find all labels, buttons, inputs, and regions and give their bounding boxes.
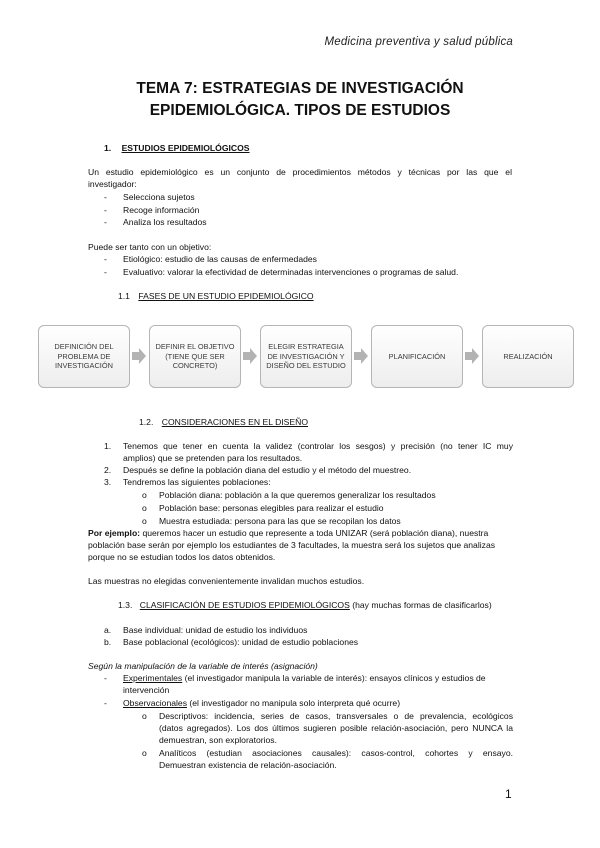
class-letter-a: a. (104, 625, 112, 635)
example-line-1 (88, 528, 488, 540)
circle-bullet: o (142, 711, 147, 721)
example-line-2: población base serán por ejemplo los estudiantes de 3 facultades, la muestra será los sujetos que analizas (88, 540, 496, 550)
section-1-1-title: FASES DE UN ESTUDIO EPIDEMIOLÓGICO (138, 291, 314, 301)
dash-bullet: - (104, 698, 107, 708)
dash-bullet: - (104, 217, 107, 227)
example-label: Por ejemplo: (88, 528, 141, 538)
def-item-1: Selecciona sujetos (123, 192, 195, 202)
dash-bullet: - (104, 673, 107, 683)
flow-step-2: DEFINIR EL OBJETIVO (TIENE QUE SER CONCRETO) (149, 325, 241, 388)
circle-bullet: o (142, 503, 147, 513)
dash-bullet: - (104, 205, 107, 215)
observational-line (123, 698, 400, 710)
class-item-a: Base individual: unidad de estudio los individuos (123, 625, 308, 635)
section-1-heading (104, 143, 250, 155)
section-1-3-heading (118, 600, 492, 612)
flow-step-4: PLANIFICACIÓN (371, 325, 463, 388)
running-header: Medicina preventiva y salud pública (324, 36, 513, 48)
dash-bullet: - (104, 192, 107, 202)
population-item-2: Población base: personas elegibles para realizar el estudio (159, 503, 384, 513)
manipulation-heading: Según la manipulación de la variable de interés (asignación) (88, 661, 318, 671)
section-1-number: 1. (104, 143, 112, 153)
circle-bullet: o (142, 748, 147, 758)
class-letter-b: b. (104, 637, 112, 647)
flow-step-5: REALIZACIÓN (482, 325, 574, 388)
example-line-3: porque no se estudian todos los datos obtenidos. (88, 552, 276, 562)
analytic-line-1: Analíticos (estudian asociaciones causales): casos-control, cohortes y ensayo. (159, 748, 513, 758)
section-1-3-extra: (hay muchas formas de clasificarlos) (349, 600, 492, 610)
section-1-3-number: 1.3. (118, 600, 133, 610)
flow-step-3: ELEGIR ESTRATEGIA DE INVESTIGACIÓN Y DISEÑO DEL ESTUDIO (260, 325, 352, 388)
objective-item-1: Etiológico: estudio de las causas de enfermedades (123, 254, 317, 264)
experimental-text: (el investigador manipula la variable de interés): ensayos clínicos y estudios de (182, 673, 486, 683)
observational-label: Observacionales (123, 698, 188, 708)
title-line-2: EPIDEMIOLÓGICA. TIPOS DE ESTUDIOS (149, 102, 451, 119)
cons-number-2: 2. (104, 465, 112, 475)
page-title (0, 78, 600, 122)
descriptive-line-3: demuestran, son exploratorios. (159, 735, 277, 745)
section-1-2-number: 1.2. (139, 417, 154, 427)
section-1-2-heading (139, 417, 308, 429)
page-number: 1 (505, 787, 512, 801)
experimental-label: Experimentales (123, 673, 183, 683)
example-text-1: queremos hacer un estudio que represente a toda UNIZAR (será población diana), nuestra (140, 528, 489, 538)
circle-bullet: o (142, 490, 147, 500)
section-1-3-title: CLASIFICACIÓN DE ESTUDIOS EPIDEMIOLÓGICOS (139, 600, 350, 610)
objective-item-2: Evaluativo: valorar la efectividad de determinadas intervenciones o programas de salud. (123, 267, 459, 277)
dash-bullet: - (104, 267, 107, 277)
section-1-1-heading (118, 291, 314, 303)
section-1-1-number: 1.1 (118, 291, 130, 301)
descriptive-line-1: Descriptivos: incidencia, series de casos, transversales o de prevalencia, ecológicos (159, 711, 513, 721)
definition-line-1: Un estudio epidemiológico es un conjunto de procedimientos métodos y técnicas por las que el (88, 167, 512, 177)
cons-line-2: Después se define la población diana del estudio y el método del muestreo. (123, 465, 412, 475)
circle-bullet: o (142, 516, 147, 526)
section-1-2-title: CONSIDERACIONES EN EL DISEÑO (161, 417, 309, 427)
dash-bullet: - (104, 254, 107, 264)
objective-intro: Puede ser tanto con un objetivo: (88, 242, 212, 252)
population-item-1: Población diana: población a la que queremos generalizar los resultados (159, 490, 436, 500)
section-1-title: ESTUDIOS EPIDEMIOLÓGICOS (121, 143, 250, 153)
note-text: Las muestras no elegidas convenientemente invalidan muchos estudios. (88, 576, 365, 586)
title-line-1: TEMA 7: ESTRATEGIAS DE INVESTIGACIÓN (136, 80, 464, 97)
descriptive-line-2: (datos agregados). Los dos últimos sugieren posible relación-asociación, pero NUNCA la (159, 723, 513, 733)
cons-number-3: 3. (104, 477, 112, 487)
class-item-b: Base poblacional (ecológicos): unidad de estudio poblaciones (123, 637, 359, 647)
observational-text: (el investigador no manipula solo interpreta qué ocurre) (187, 698, 401, 708)
cons-line-1b: amplios) que se pretenden para los resultados. (123, 453, 303, 463)
cons-line-3: Tendremos las siguientes poblaciones: (123, 477, 271, 487)
def-item-2: Recoge información (123, 205, 200, 215)
analytic-line-2: Demuestran existencia de relación-asociación. (159, 760, 337, 770)
population-item-3: Muestra estudiada: persona para las que se recopilan los datos (159, 516, 401, 526)
experimental-line-2: intervención (123, 685, 170, 695)
def-item-3: Analiza los resultados (123, 217, 207, 227)
definition-line-2: investigador: (88, 179, 137, 189)
flow-step-1: DEFINICIÓN DEL PROBLEMA DE INVESTIGACIÓN (38, 325, 130, 388)
experimental-line-1 (123, 673, 486, 685)
cons-number-1: 1. (104, 441, 112, 451)
cons-line-1a: Tenemos que tener en cuenta la validez (controlar los sesgos) y precisión (no tener IC muy (123, 441, 513, 451)
